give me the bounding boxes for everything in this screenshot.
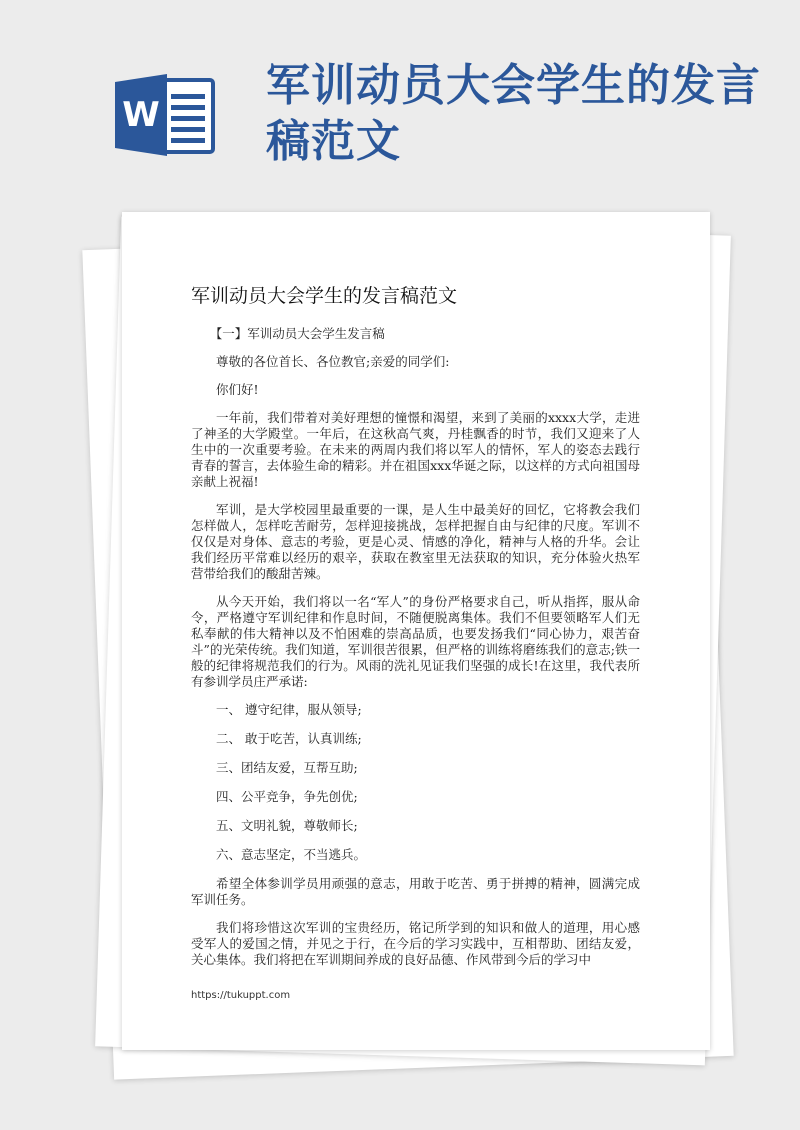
pledge-item: 一、 遵守纪律，服从领导; bbox=[216, 702, 362, 717]
body-paragraph: 一年前，我们带着对美好理想的憧憬和渴望，来到了美丽的xxxx大学，走进了神圣的大学殿堂。一年后，在这秋高气爽，丹桂飘香的时节，我们又迎来了人生中的一次重要考验。在未来的两周内我们将以军人的情怀，军人的姿态去践行青春的誓言，去体验生命的精彩。并在祖国xxx华诞之际，以这样的方式向祖国母亲献上祝福! bbox=[191, 410, 640, 489]
pledge-item: 二、 敢于吃苦，认真训练; bbox=[216, 731, 362, 746]
word-document-icon bbox=[113, 72, 217, 158]
body-paragraph: 我们将珍惜这次军训的宝贵经历，铭记所学到的知识和做人的道理，用心感受军人的爱国之情，并见之于行，在今后的学习实践中，互相帮助、团结友爱，关心集体。我们将把在军训期间养成的良好品德、作风带到今后的学习中 bbox=[191, 920, 640, 967]
document-body bbox=[191, 326, 640, 980]
pledge-item: 六、意志坚定，不当逃兵。 bbox=[216, 847, 367, 862]
greeting: 你们好! bbox=[216, 382, 259, 397]
word-icon-letter: W bbox=[122, 95, 160, 135]
body-paragraph: 从今天开始，我们将以一名“军人”的身份严格要求自己，听从指挥，服从命令，严格遵守军训纪律和作息时间，不随便脱离集体。我们不但要领略军人们无私奉献的伟大精神以及不怕困难的崇高品质，也要发扬我们“同心协力，艰苦奋斗”的光荣传统。我们知道，军训很苦很累，但严格的训练将磨练我们的意志;铁一般的纪律将规范我们的行为。风雨的洗礼见证我们坚强的成长!在这里，我代表所有参训学员庄严承诺: bbox=[191, 594, 640, 689]
document-title: 军训动员大会学生的发言稿范文 bbox=[191, 285, 458, 307]
pledge-item: 五、文明礼貌，尊敬师长; bbox=[216, 818, 358, 833]
section-heading: 【一】军训动员大会学生发言稿 bbox=[209, 326, 385, 341]
salutation: 尊敬的各位首长、各位教官;亲爱的同学们: bbox=[216, 354, 450, 369]
body-paragraph: 希望全体参训学员用顽强的意志，用敢于吃苦、勇于拼搏的精神，圆满完成军训任务。 bbox=[191, 876, 640, 907]
document-page bbox=[122, 212, 710, 1050]
pledge-item: 四、公平竞争，争先创优; bbox=[216, 789, 358, 804]
pledge-item: 三、团结友爱，互帮互助; bbox=[216, 760, 358, 775]
footer-url: https://tukuppt.com bbox=[191, 990, 291, 1001]
page-title: 军训动员大会学生的发言稿范文 bbox=[266, 60, 761, 167]
body-paragraph: 军训，是大学校园里最重要的一课，是人生中最美好的回忆，它将教会我们怎样做人，怎样吃苦耐劳，怎样迎接挑战，怎样把握自由与纪律的尺度。军训不仅仅是对身体、意志的考验，更是心灵、情感的净化，精神与人格的升华。会让我们经历平常难以经历的艰辛，获取在教室里无法获取的知识，充分体验火热军营带给我们的酸甜苦辣。 bbox=[191, 502, 640, 581]
